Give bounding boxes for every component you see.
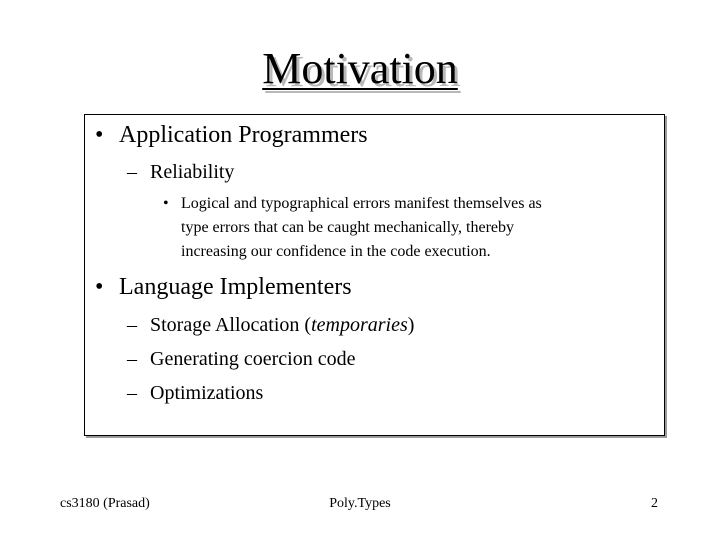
dash-marker: –	[127, 348, 137, 370]
slide-title: Motivation	[262, 44, 458, 93]
dash-marker: –	[127, 314, 137, 336]
subitem-storage-allocation-suffix: )	[407, 314, 415, 336]
detail-line-2: type errors that can be caught mechanically, thereby	[181, 219, 515, 236]
bullet-marker: •	[95, 122, 104, 148]
bullet-marker: •	[95, 274, 104, 300]
detail-line-3: increasing our confidence in the code execution.	[181, 243, 491, 260]
subitem-reliability: Reliability	[150, 161, 235, 183]
dash-marker: –	[127, 382, 137, 404]
dash-marker: –	[127, 161, 137, 183]
subitem-optimizations: Optimizations	[150, 382, 264, 404]
subitem-storage-allocation	[150, 314, 414, 337]
section-heading-application-programmers: Application Programmers	[119, 122, 368, 148]
footer-topic: Poly.Types	[329, 496, 391, 511]
footer-course: cs3180 (Prasad)	[60, 496, 150, 511]
subitem-generating-coercion-code: Generating coercion code	[150, 348, 356, 370]
detail-bullet-marker: •	[163, 195, 169, 212]
subitem-storage-allocation-emphasis: temporaries	[311, 314, 408, 336]
detail-line-1: Logical and typographical errors manifest themselves as	[181, 195, 542, 212]
section-heading-language-implementers: Language Implementers	[119, 274, 352, 300]
subitem-storage-allocation-prefix: Storage Allocation (	[150, 314, 312, 336]
page-number: 2	[651, 496, 658, 511]
slide-title-wrap	[0, 40, 720, 98]
content-box	[84, 114, 665, 436]
